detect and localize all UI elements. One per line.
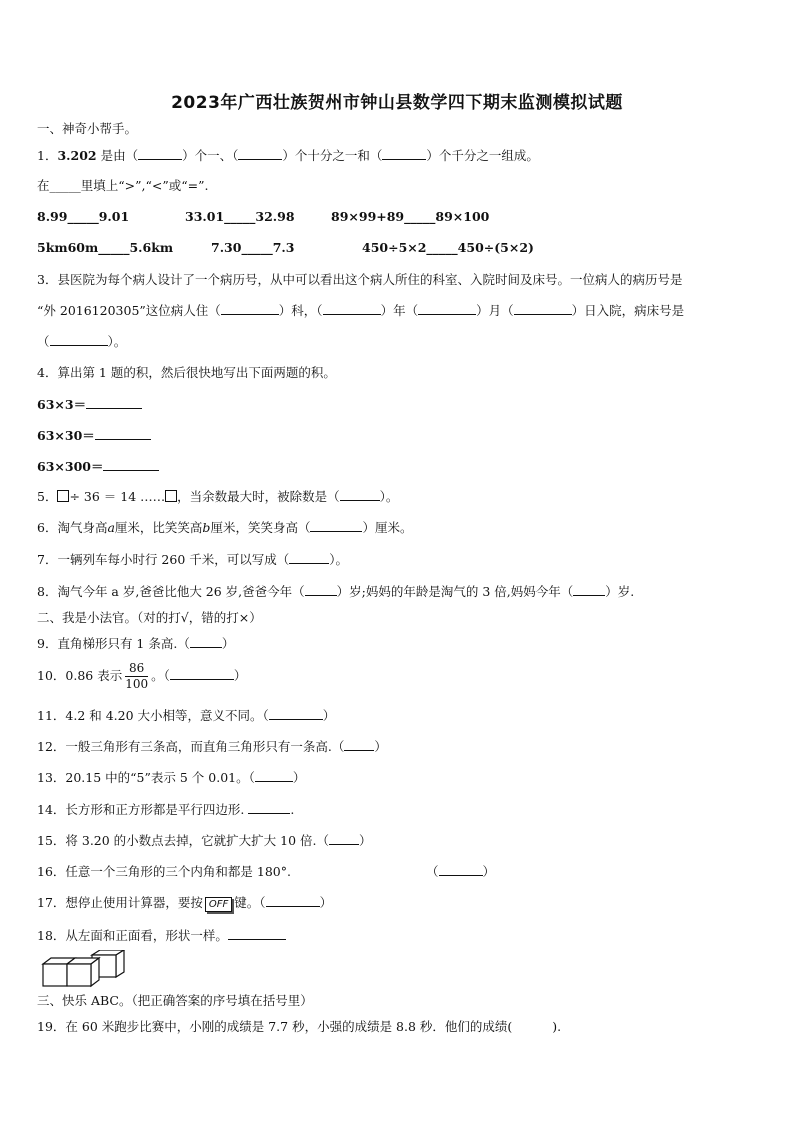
q13-text-b: ）: [292, 770, 306, 785]
q15-text-b: ）: [359, 833, 372, 848]
q1-text-d: ）个千分之一组成。: [426, 148, 539, 163]
question-2: 在_____里填上“>”,“<”或“=”.: [37, 178, 209, 193]
question-4: 4．算出第 1 题的积，然后很快地写出下面两题的积。: [37, 365, 336, 380]
question-11: [37, 708, 335, 724]
q2-compare-3: 89×99+89_____89×100: [331, 209, 490, 224]
q4-blank-3[interactable]: [103, 459, 159, 471]
q19-text-a: 19．在 60 米跑步比赛中，小刚的成绩是 7.7 秒，小强的成绩是 8.8 秒．他们的成绩(: [37, 1019, 513, 1034]
q6-text-d: ）厘米。: [362, 520, 413, 535]
q2-compare-4: 5km60m_____5.6km: [37, 240, 174, 255]
q6-variable-a: a: [107, 520, 115, 535]
q12-blank[interactable]: [344, 739, 374, 751]
q12-text-b: ）: [374, 739, 387, 754]
q6-blank[interactable]: [310, 520, 362, 532]
q18-blank[interactable]: [228, 928, 286, 940]
q4-product-2: [37, 428, 151, 444]
question-6: [37, 520, 412, 536]
square-box-icon: [165, 490, 177, 502]
question-3-line-3: [37, 334, 126, 350]
q5-blank[interactable]: [340, 489, 380, 501]
section-heading-2: 二、我是小法官。（对的打√，错的打×）: [37, 610, 262, 625]
q16-text-c: ）: [482, 864, 496, 879]
q8-text-a: 8．淘气今年 a 岁,爸爸比他大 26 岁,爸爸今年（: [37, 584, 305, 599]
q15-text-a: 15．将 3.20 的小数点去掉，它就扩大扩大 10 倍.（: [37, 833, 330, 848]
q1-blank-2[interactable]: [238, 148, 282, 160]
q1-number-value: 3.202: [57, 148, 97, 163]
q3-blank-5[interactable]: [50, 334, 108, 346]
question-3-line-1: 3．县医院为每个病人设计了一个病历号，从中可以看出这个病人所住的科室、入院时间及床号。一位病人的病历号是: [37, 272, 683, 287]
q1-blank-3[interactable]: [382, 148, 426, 160]
page-title: 2023年广西壮族贺州市钟山县数学四下期末监测模拟试题: [171, 93, 623, 113]
q13-text-a: 13．20.15 中的“5”表示 5 个 0.01。（: [37, 770, 255, 785]
q8-text-c: ）岁.: [605, 584, 635, 599]
q4-blank-2[interactable]: [95, 428, 151, 440]
question-17: [37, 895, 332, 912]
q3-blank-1[interactable]: [221, 303, 279, 315]
q7-text-a: 7．一辆列车每小时行 260 千米，可以写成（: [37, 552, 290, 567]
q2-compare-1: 8.99_____9.01: [37, 209, 130, 224]
q4-blank-1[interactable]: [86, 397, 142, 409]
q14-text-a: 14．长方形和正方形都是平行四边形.: [37, 802, 245, 817]
q4-expr-1: 63×3＝: [37, 397, 87, 412]
fraction-numerator: 86: [125, 661, 148, 677]
question-18: [37, 928, 286, 944]
q3-text-d: ）月（: [476, 303, 514, 318]
question-16: [37, 864, 495, 880]
q6-text-c: 厘米，笑笑身高（: [210, 520, 311, 535]
q2-compare-2: 33.01_____32.98: [185, 209, 295, 224]
question-1: [37, 148, 539, 164]
q10-text-c: ）: [233, 668, 247, 683]
q10-blank[interactable]: [170, 668, 234, 680]
fraction-denominator: 100: [125, 677, 149, 691]
q1-text-a: 是由（: [100, 148, 139, 163]
fraction-86-100: [125, 661, 148, 692]
q17-text-c: ）: [319, 895, 333, 910]
q10-text-a: 10．0.86 表示: [37, 668, 123, 683]
q14-blank[interactable]: [248, 802, 290, 814]
q10-text-b: 。（: [151, 668, 170, 683]
q7-text-b: ）。: [329, 552, 349, 567]
q9-blank[interactable]: [190, 636, 222, 648]
q1-blank-1[interactable]: [138, 148, 182, 160]
q3-blank-2[interactable]: [323, 303, 381, 315]
q12-text-a: 12．一般三角形有三条高，而直角三角形只有一条高.（: [37, 739, 345, 754]
question-12: [37, 739, 387, 755]
q1-text-b: ）个一、（: [182, 148, 239, 163]
square-box-icon: [57, 490, 69, 502]
q16-blank[interactable]: [439, 864, 483, 876]
question-19: [37, 1019, 561, 1035]
section-heading-1: 一、神奇小帮手。: [37, 121, 138, 136]
q3-text-e: ）日入院，病床号是: [571, 303, 685, 318]
question-13: [37, 770, 305, 786]
q4-expr-2: 63×30＝: [37, 428, 95, 443]
q5-text: ，当余数最大时，被除数是（: [177, 489, 340, 504]
q6-text-a: 6．淘气身高: [37, 520, 108, 535]
question-2-row-1: [37, 209, 489, 225]
q13-blank[interactable]: [255, 770, 293, 782]
q17-text-a: 17．想停止使用计算器，要按: [37, 895, 203, 910]
q16-text-b: （: [426, 864, 439, 879]
q11-text-a: 11．4.2 和 4.20 大小相等，意义不同。（: [37, 708, 269, 723]
q5-number: 5．: [37, 489, 58, 504]
question-7: [37, 552, 348, 568]
q18-text: 18．从左面和正面看，形状一样。: [37, 928, 228, 943]
q5-end: ）。: [379, 489, 399, 504]
q4-product-3: [37, 459, 159, 475]
q3-text-c: ）年（: [380, 303, 419, 318]
q1-text-c: ）个十分之一和（: [282, 148, 383, 163]
q6-variable-b: b: [202, 520, 211, 535]
q19-text-b: ).: [552, 1019, 562, 1034]
q3-text-g: ）。: [107, 334, 127, 349]
q3-text-f: （: [37, 334, 50, 349]
q8-blank-1[interactable]: [305, 584, 337, 596]
q4-product-1: [37, 397, 142, 413]
question-5: [37, 489, 398, 505]
question-15: [37, 833, 372, 849]
question-2-row-2: [37, 240, 534, 256]
q3-blank-3[interactable]: [418, 303, 476, 315]
q14-text-b: .: [290, 802, 295, 817]
q11-text-b: ）: [322, 708, 336, 723]
q3-text-a: “外 2016120305”这位病人住（: [37, 303, 221, 318]
question-10: [37, 660, 246, 692]
q5-expression: ÷ 36 ＝ 14 ……: [69, 489, 166, 504]
cubes-figure: [40, 950, 130, 990]
q3-blank-4[interactable]: [514, 303, 572, 315]
q2-compare-5: 7.30_____7.3: [211, 240, 295, 255]
q11-blank[interactable]: [269, 708, 323, 720]
q3-text-b: ）科，（: [278, 303, 323, 318]
q17-text-b: 键。（: [234, 895, 266, 910]
question-3-line-2: [37, 303, 684, 319]
q4-expr-3: 63×300＝: [37, 459, 104, 474]
q9-text-b: ）: [221, 636, 235, 651]
off-key-icon: OFF: [205, 897, 232, 912]
q6-text-b: 厘米，比笑笑高: [114, 520, 203, 535]
q15-blank[interactable]: [329, 833, 359, 845]
q16-text-a: 16．任意一个三角形的三个内角和都是 180°.: [37, 864, 291, 879]
question-8: [37, 584, 634, 600]
q7-blank[interactable]: [289, 552, 329, 564]
section-heading-3: 三、快乐 ABC。（把正确答案的序号填在括号里）: [37, 993, 313, 1008]
q1-number: 1．: [37, 148, 58, 163]
q2-compare-6: 450÷5×2_____450÷(5×2): [362, 240, 534, 255]
q9-text-a: 9．直角梯形只有 1 条高.（: [37, 636, 190, 651]
question-9: [37, 636, 234, 652]
q8-blank-2[interactable]: [573, 584, 605, 596]
question-14: [37, 802, 294, 818]
q8-text-b: ）岁;妈妈的年龄是淘气的 3 倍,妈妈今年（: [336, 584, 574, 599]
q17-blank[interactable]: [266, 895, 320, 907]
